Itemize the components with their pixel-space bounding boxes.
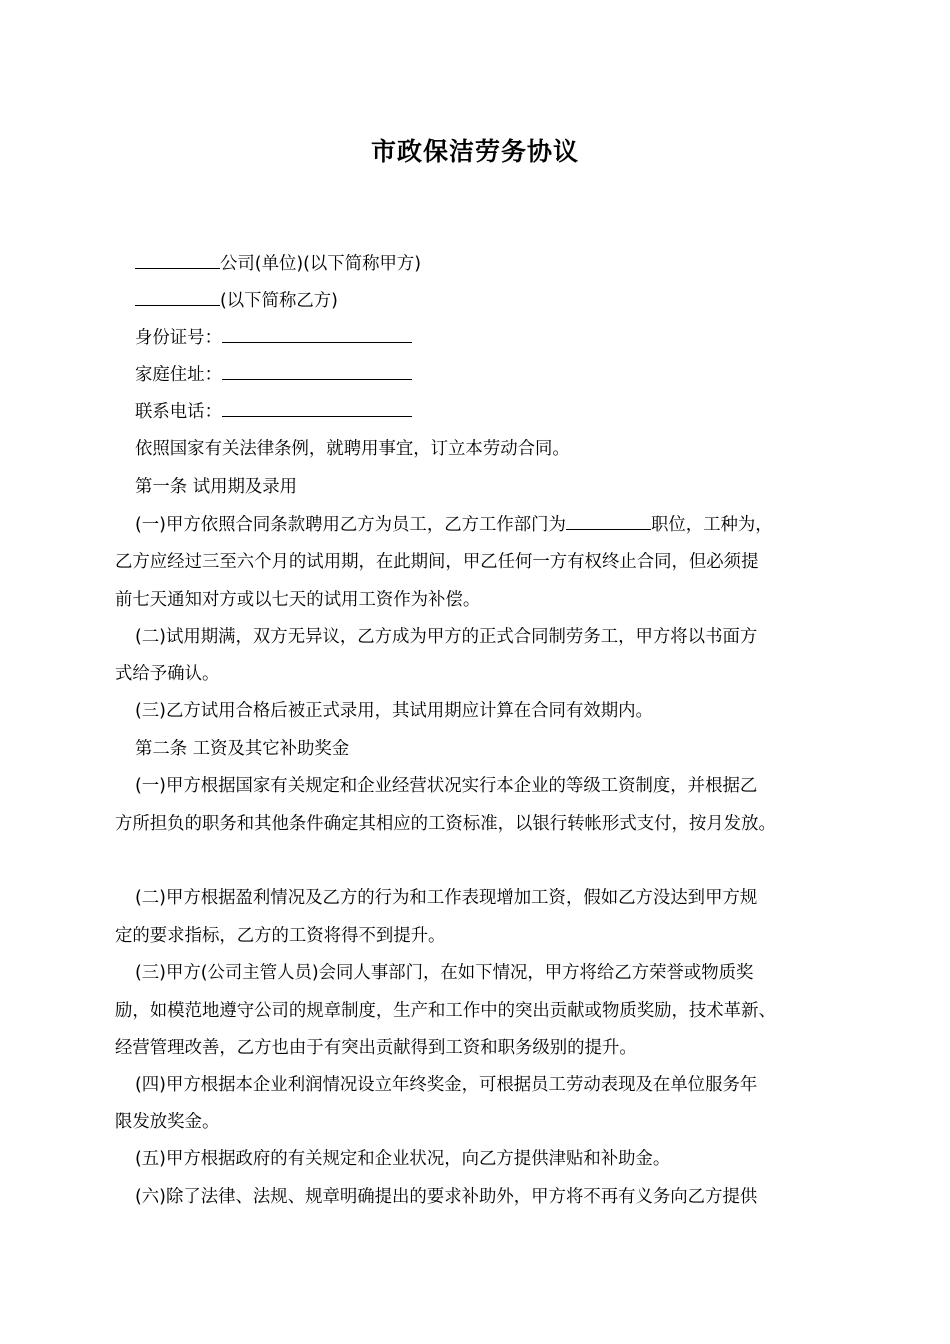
party-a-line bbox=[135, 251, 421, 276]
article-2-clause-1-line-2: 方所担负的职务和其他条件确定其相应的工资标准，以银行转帐形式支付，按月发放。 bbox=[115, 814, 776, 834]
id-number-label: 身份证号： bbox=[135, 328, 222, 348]
document-title: 市政保洁劳务协议 bbox=[370, 137, 579, 166]
article-2-clause-4-line-2: 限发放奖金。 bbox=[115, 1112, 220, 1132]
article-1-clause-3-line-1: (三)乙方试用合格后被正式录用，其试用期应计算在合同有效期内。 bbox=[135, 701, 653, 721]
article-1-heading: 第一条 试用期及录用 bbox=[135, 477, 298, 497]
address-label: 家庭住址： bbox=[135, 365, 222, 385]
intro-paragraph: 依照国家有关法律条例，就聘用事宜，订立本劳动合同。 bbox=[135, 439, 570, 459]
article-2-heading: 第二条 工资及其它补助奖金 bbox=[135, 739, 350, 759]
article-2-clause-3-line-2: 励，如模范地遵守公司的规章制度，生产和工作中的突出贡献或物质奖励，技术革新、 bbox=[115, 1001, 776, 1021]
article-2-clause-1-line-1: (一)甲方根据国家有关规定和企业经营状况实行本企业的等级工资制度，并根据乙 bbox=[135, 776, 758, 796]
article-2-clause-3-line-3: 经营管理改善，乙方也由于有突出贡献得到工资和职务级别的提升。 bbox=[115, 1038, 637, 1058]
phone-label: 联系电话： bbox=[135, 402, 222, 422]
address-line bbox=[135, 362, 412, 387]
phone-blank[interactable] bbox=[222, 399, 412, 417]
phone-line bbox=[135, 399, 412, 424]
department-blank[interactable] bbox=[566, 512, 651, 530]
address-blank[interactable] bbox=[222, 362, 412, 380]
article-2-clause-2-line-1: (二)甲方根据盈利情况及乙方的行为和工作表现增加工资，假如乙方没达到甲方规 bbox=[135, 888, 758, 908]
party-a-label: 公司(单位)(以下简称甲方) bbox=[220, 254, 422, 274]
id-number-blank[interactable] bbox=[222, 325, 412, 343]
party-b-blank[interactable] bbox=[135, 288, 220, 306]
article-2-clause-5-line-1: (五)甲方根据政府的有关规定和企业状况，向乙方提供津贴和补助金。 bbox=[135, 1149, 671, 1169]
article-1-clause-1-line-3: 前七天通知对方或以七天的试用工资作为补偿。 bbox=[115, 590, 481, 610]
party-b-label: (以下简称乙方) bbox=[220, 291, 338, 311]
article-2-clause-4-line-1: (四)甲方根据本企业利润情况设立年终奖金，可根据员工劳动表现及在单位服务年 bbox=[135, 1075, 758, 1095]
article-1-clause-2-line-2: 式给予确认。 bbox=[115, 664, 220, 684]
id-number-line bbox=[135, 325, 412, 350]
party-b-line bbox=[135, 288, 338, 313]
article-1-clause-1-line-1 bbox=[135, 512, 773, 537]
clause-text: (一)甲方依照合同条款聘用乙方为员工，乙方工作部门为 bbox=[135, 515, 566, 535]
article-2-clause-3-line-1: (三)甲方(公司主管人员)会同人事部门，在如下情况，甲方将给乙方荣誉或物质奖 bbox=[135, 963, 754, 983]
article-2-clause-2-line-2: 定的要求指标，乙方的工资将得不到提升。 bbox=[115, 926, 446, 946]
article-1-clause-2-line-1: (二)试用期满，双方无异议，乙方成为甲方的正式合同制劳务工，甲方将以书面方 bbox=[135, 627, 758, 647]
party-a-blank[interactable] bbox=[135, 251, 220, 269]
article-1-clause-1-line-2: 乙方应经过三至六个月的试用期，在此期间，甲乙任何一方有权终止合同，但必须提 bbox=[115, 552, 759, 572]
clause-text: 职位，工种为， bbox=[650, 515, 773, 535]
article-2-clause-6-line-1: (六)除了法律、法规、规章明确提出的要求补助外，甲方将不再有义务向乙方提供 bbox=[135, 1187, 758, 1207]
